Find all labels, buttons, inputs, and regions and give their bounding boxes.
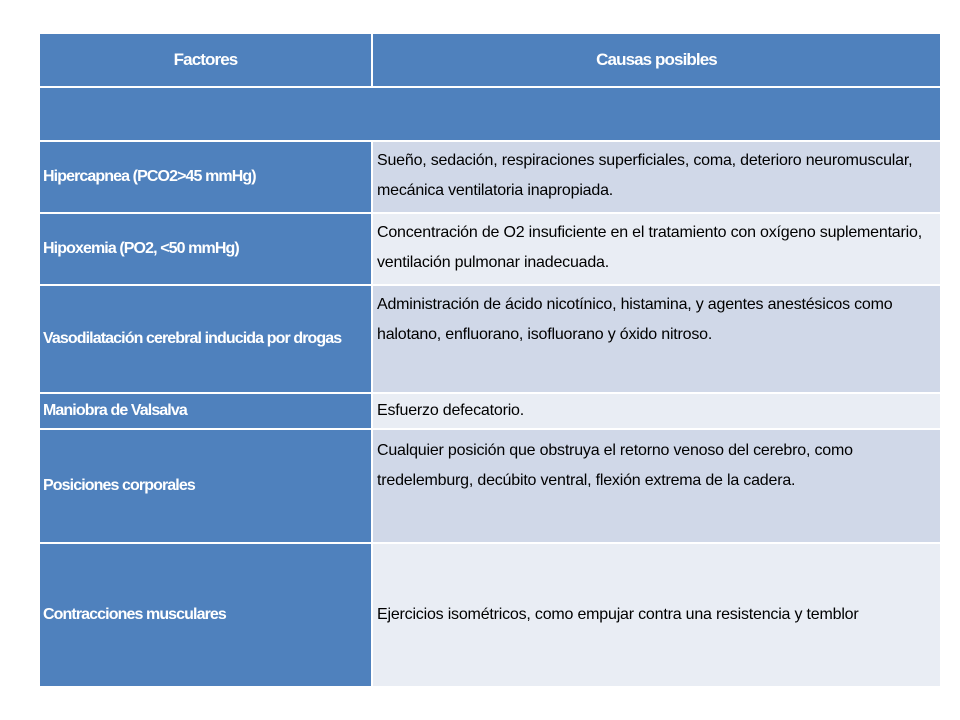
factor-cell: Contracciones musculares	[40, 544, 373, 686]
header-factores: Factores	[40, 34, 373, 88]
causes-cell: Concentración de O2 insuficiente en el tratamiento con oxígeno suplementario, ventilación pulmonar inadecuada.	[373, 214, 942, 286]
factor-cell: Hipoxemia (PO2, <50 mmHg)	[40, 214, 373, 286]
causes-cell: Sueño, sedación, respiraciones superficiales, coma, deterioro neuromuscular, mecánica ventilatoria inapropiada.	[373, 142, 942, 214]
header-causas-posibles: Causas posibles	[373, 34, 942, 88]
causes-cell: Ejercicios isométricos, como empujar contra una resistencia y temblor	[373, 544, 942, 686]
header-spacer-band	[40, 88, 942, 142]
factor-cell: Posiciones corporales	[40, 430, 373, 544]
causes-cell: Cualquier posición que obstruya el retorno venoso del cerebro, como tredelemburg, decúbito ventral, flexión extrema de la cadera.	[373, 430, 942, 544]
factor-cell: Maniobra de Valsalva	[40, 394, 373, 430]
causes-cell: Esfuerzo defecatorio.	[373, 394, 942, 430]
factors-table	[40, 34, 942, 686]
factor-cell: Hipercapnea (PCO2>45 mmHg)	[40, 142, 373, 214]
causes-cell: Administración de ácido nicotínico, histamina, y agentes anestésicos como halotano, enfluorano, isofluorano y óxido nitroso.	[373, 286, 942, 394]
factor-cell: Vasodilatación cerebral inducida por drogas	[40, 286, 373, 394]
